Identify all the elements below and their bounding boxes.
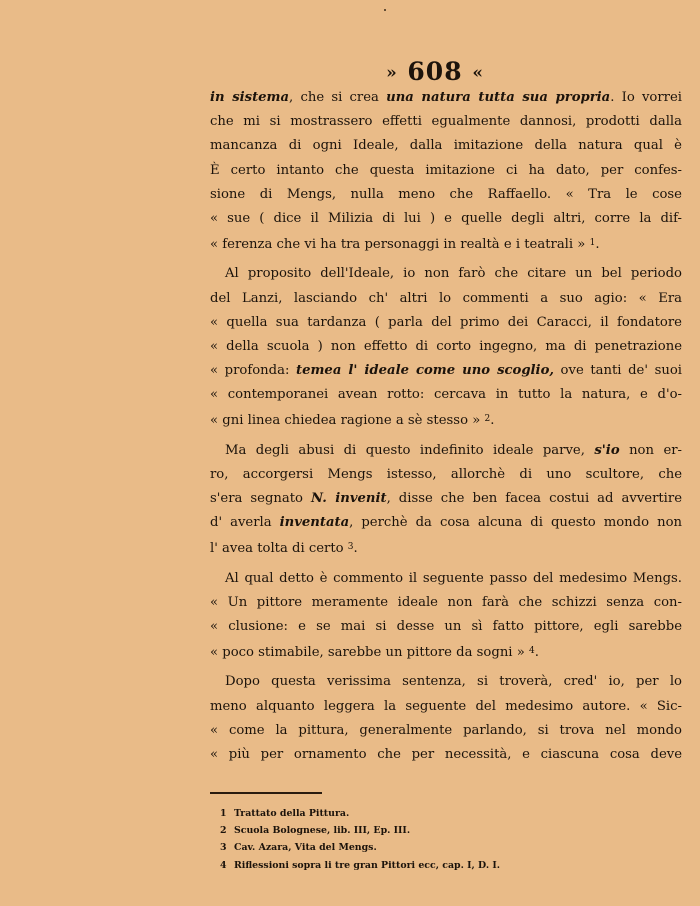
ornament-right: «	[472, 63, 484, 83]
body-text	[210, 86, 682, 767]
text-line: meno alquanto leggera la seguente del medesimo autore. « Sic-	[210, 698, 682, 714]
text-line: « sue ( dice il Milizia di lui ) e quelle degli altri, corre la dif-	[210, 210, 682, 226]
footnote-3: 3 Cav. Azara, Vita del Mengs.	[220, 842, 377, 854]
text-line: in sistema, che si crea una natura tutta sua propria. Io vorrei	[210, 90, 682, 105]
footnotes	[220, 805, 660, 874]
paragraph-2	[210, 262, 682, 431]
footnote-4: 4 Riflessioni sopra li tre gran Pittori ecc, cap. I, D. I.	[220, 859, 500, 871]
text-line: « quella sua tardanza ( parla del primo dei Caracci, il fondatore	[210, 314, 682, 330]
text-line: l' avea tolta di certo $^3$.	[210, 541, 358, 557]
page-header	[0, 57, 700, 86]
text-line: s'era segnato N. invenit, disse che ben facea costui ad avvertire	[210, 491, 682, 506]
footnote-ref: 3	[347, 542, 354, 553]
text-line: « clusione: e se mai si desse un sì fatto pittore, egli sarebbe	[210, 618, 682, 634]
text-line: che mi si mostrassero effetti egualmente dannosi, prodotti dalla	[210, 114, 682, 130]
text-line: « come la pittura, generalmente parlando, si trova nel mondo	[210, 722, 682, 738]
text-line: È certo intanto che questa imitazione ci ha dato, per confes-	[210, 162, 682, 178]
footnote-2: 2 Scuola Bolognese, lib. III, Ep. III.	[220, 825, 411, 837]
text-line: d' averla inventata, perchè da cosa alcuna di questo mondo non	[210, 515, 683, 531]
text-line: Dopo questa verissima sentenza, si troverà, cred' io, per lo	[225, 674, 682, 690]
text-line: Al qual detto è commento il seguente passo del medesimo Mengs.	[225, 570, 682, 586]
text-line: « Un pittore meramente ideale non farà che schizzi senza con-	[210, 594, 682, 610]
text-line: mancanza di ogni Ideale, dalla imitazione della natura qual è	[210, 138, 682, 154]
footnote-1: 1 Trattato della Pittura.	[220, 808, 350, 819]
paragraph-5	[210, 670, 682, 767]
page-number: 608	[407, 57, 463, 86]
text-line: del Lanzi, lasciando ch' altri lo commenti a suo agio: « Era	[210, 290, 682, 306]
text-line: Al proposito dell'Ideale, io non farò che citare un bel periodo	[225, 266, 682, 282]
text-line: « ferenza che vi ha tra personaggi in realtà e i teatrali » $^1$.	[210, 237, 600, 253]
text-line: « gni linea chiedea ragione a sè stesso » $^2$.	[210, 413, 495, 429]
text-line: « contemporanei avean rotto: cercava in tutto la natura, e d'o-	[210, 387, 682, 403]
text-line: sione di Mengs, nulla meno che Raffaello. « Tra le cose	[210, 186, 682, 202]
text-line: « della scuola ) non effetto di corto ingegno, ma di penetrazione	[210, 338, 682, 354]
footnote-ref: 4	[528, 646, 535, 657]
ornament-left: »	[386, 63, 398, 83]
paragraph-3	[210, 439, 682, 560]
footnote-ref: 2	[484, 414, 491, 425]
text-line: « poco stimabile, sarebbe un pittore da sogni » $^4$.	[210, 645, 539, 661]
text-line: « profonda: temea l' ideale come uno scoglio, ove tanti de' suoi	[210, 363, 682, 379]
text-line: Ma degli abusi di questo indefinito ideale parve, s'io non er-	[225, 442, 683, 458]
footnote-rule	[210, 792, 322, 794]
print-speck	[384, 9, 386, 11]
footnote-ref: 1	[589, 238, 596, 249]
text-line: ro, accorgersi Mengs istesso, allorchè di uno scultore, che	[210, 466, 682, 482]
text-line: « più per ornamento che per necessità, e ciascuna cosa deve	[210, 746, 682, 762]
paragraph-1	[210, 86, 682, 255]
paragraph-4	[210, 567, 682, 664]
